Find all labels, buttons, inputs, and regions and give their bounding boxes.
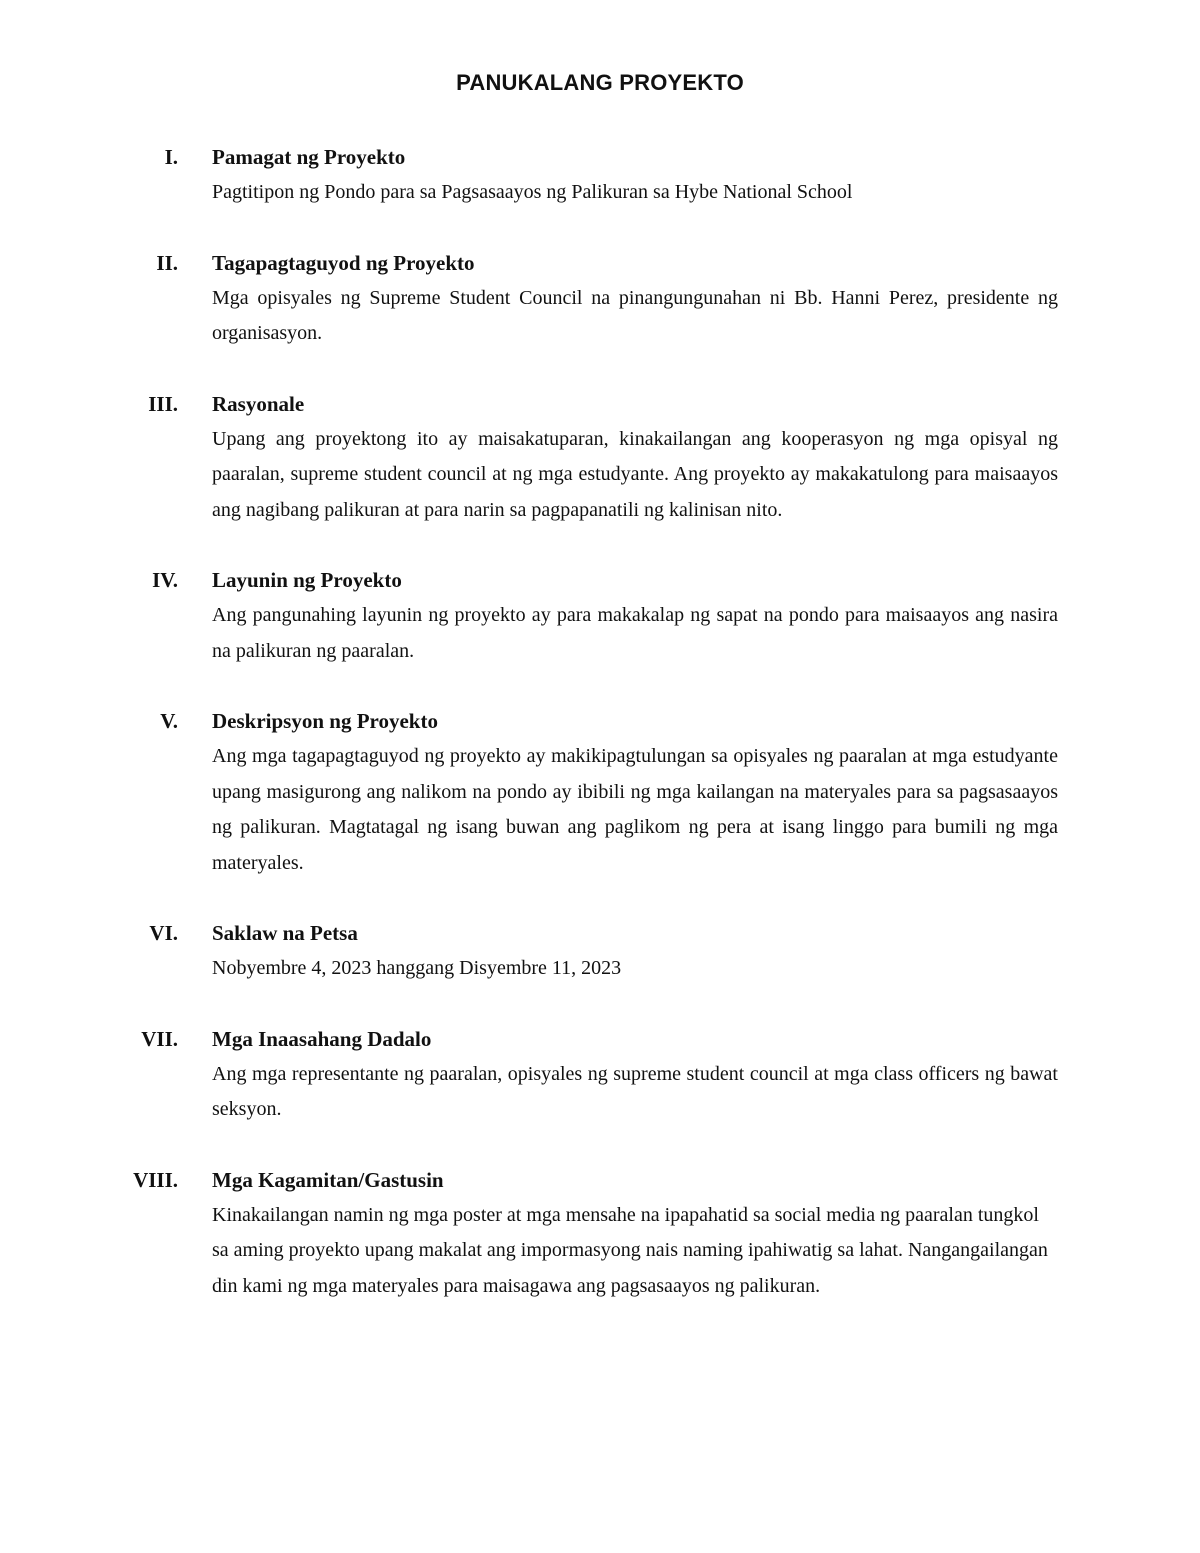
section-inaasahang-dadalo <box>0 1022 1200 1128</box>
section-heading: Layunin ng Proyekto <box>212 568 402 592</box>
section-numeral: III. <box>148 391 178 416</box>
section-numeral: IV. <box>152 568 178 592</box>
section-body: Upang ang proyektong ito ay maisakatuparan, kinakailangan ang kooperasyon ng mga opisyal ng paaralan, supreme student council at ng mga estudyante. Ang proyekto ay makakatulong para maisaayos ang nagibang palikuran at para narin sa pagpapanatili ng kalinisan nito. <box>212 427 1058 521</box>
section-body: Nobyembre 4, 2023 hanggang Disyembre 11, 2023 <box>212 957 622 979</box>
document-title: PANUKALANG PROYEKTO <box>456 70 744 95</box>
section-layunin <box>0 563 1200 669</box>
section-kagamitan-gastusin <box>0 1163 1200 1305</box>
section-numeral: I. <box>164 145 178 169</box>
section-body: Pagtitipon ng Pondo para sa Pagsasaayos ng Palikuran sa Hybe National School <box>212 181 853 203</box>
section-saklaw-na-petsa <box>0 916 1200 987</box>
section-pamagat <box>0 140 1200 211</box>
section-deskripsyon <box>0 704 1200 881</box>
section-tagapagtaguyod <box>0 246 1200 352</box>
section-list <box>0 140 1200 1339</box>
section-heading: Rasyonale <box>212 391 305 416</box>
section-body: Kinakailangan namin ng mga poster at mga mensahe na ipapahatid sa social media ng paaralan tungkol sa aming proyekto upang makalat ang impormasyong nais naming ipahiwatig sa lahat. Nangangailangan din kami ng mga materyales para maisagawa ang pagsasaayos ng palikuran. <box>212 1203 1048 1297</box>
section-numeral: II. <box>156 250 178 275</box>
section-rasyonale <box>0 387 1200 529</box>
section-heading: Saklaw na Petsa <box>212 921 358 945</box>
section-heading: Pamagat ng Proyekto <box>212 145 406 169</box>
section-numeral: V. <box>160 709 178 733</box>
section-body: Ang mga tagapagtaguyod ng proyekto ay makikipagtulungan sa opisyales ng paaralan at mga estudyante upang masigurong ang nalikom na pondo ay ibibili ng mga kailangan na materyales para sa pagsasaayos ng palikuran. Magtatagal ng isang buwan ang paglikom ng pera at isang linggo para bumili ng mga materyales. <box>212 745 1058 874</box>
section-numeral: VI. <box>149 921 178 945</box>
section-numeral: VIII. <box>133 1167 178 1192</box>
section-heading: Tagapagtaguyod ng Proyekto <box>212 250 475 275</box>
section-heading: Mga Inaasahang Dadalo <box>212 1026 432 1051</box>
section-body: Ang pangunahing layunin ng proyekto ay para makakalap ng sapat na pondo para maisaayos ang nasira na palikuran ng paaralan. <box>212 604 1058 662</box>
section-heading: Deskripsyon ng Proyekto <box>212 709 438 733</box>
section-numeral: VII. <box>141 1026 178 1051</box>
section-body: Ang mga representante ng paaralan, opisyales ng supreme student council at mga class officers ng bawat seksyon. <box>212 1062 1058 1120</box>
section-heading: Mga Kagamitan/Gastusin <box>212 1167 444 1192</box>
section-body: Mga opisyales ng Supreme Student Council na pinangungunahan ni Bb. Hanni Perez, presidente ng organisasyon. <box>212 286 1058 344</box>
